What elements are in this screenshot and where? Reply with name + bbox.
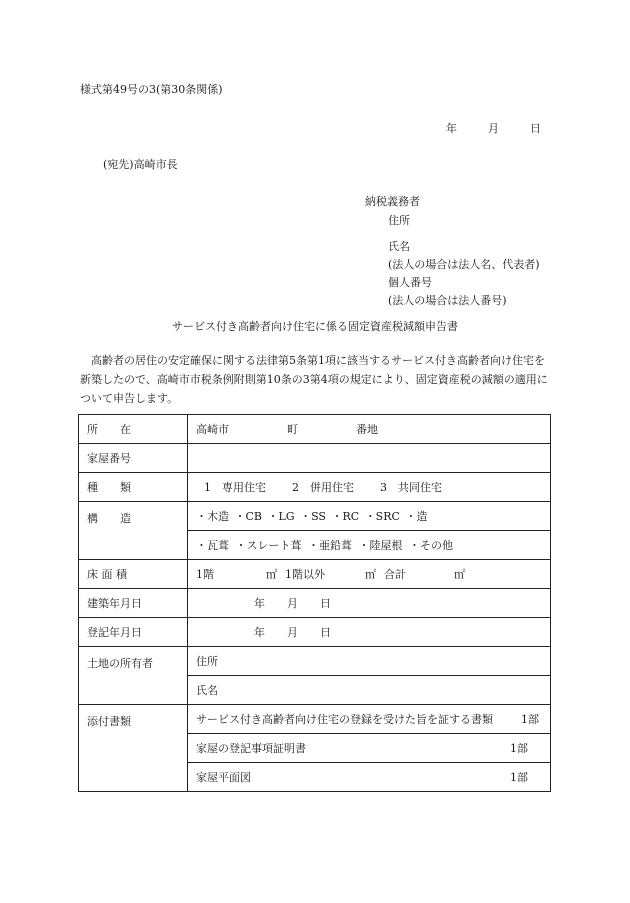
type-option[interactable]: 1 専用住宅	[204, 481, 266, 494]
row-type	[79, 473, 551, 502]
addressee: (宛先)高崎市長	[103, 158, 178, 171]
label-type: 種 類	[79, 473, 188, 502]
built-year: 年	[254, 597, 265, 610]
attachment-item	[188, 705, 551, 734]
label-attachments: 添付書類	[79, 705, 188, 792]
attachment-item	[188, 734, 551, 763]
taxpayer-personal-number: 個人番号	[388, 276, 432, 289]
roof-option[interactable]: ・亜鉛葺	[308, 539, 352, 552]
row-registered-date	[79, 618, 551, 647]
frame-option[interactable]: ・SS	[300, 510, 326, 523]
value-registered-date	[188, 618, 551, 647]
attachment-qty: 1部	[510, 742, 528, 755]
roof-option[interactable]: ・瓦葺	[196, 539, 229, 552]
taxpayer-heading: 納税義務者	[365, 195, 420, 208]
row-land-owner-address	[79, 647, 551, 676]
label-location: 所 在	[79, 415, 188, 444]
taxpayer-name-note: (法人の場合は法人名、代表者)	[388, 258, 540, 271]
attachment-name: 家屋の登記事項証明書	[196, 742, 306, 755]
row-floor-area	[79, 560, 551, 589]
attachment-name: サービス付き高齢者向け住宅の登録を受けた旨を証する書類	[196, 713, 493, 726]
value-house-number[interactable]	[188, 444, 551, 473]
document-title: サービス付き高齢者向け住宅に係る固定資産税減額申告書	[172, 320, 458, 333]
floor-first: 1階	[196, 568, 214, 581]
intro-paragraph	[80, 351, 552, 408]
date-year: 年	[446, 122, 457, 135]
built-month: 月	[287, 597, 298, 610]
location-city: 高崎市	[196, 423, 229, 436]
taxpayer-address: 住所	[388, 214, 410, 227]
value-built-date	[188, 589, 551, 618]
label-land-owner: 土地の所有者	[79, 647, 188, 705]
unit-sqm: ㎡	[454, 568, 465, 581]
row-attachment-1	[79, 705, 551, 734]
value-type	[188, 473, 551, 502]
form-id: 様式第49号の3(第30条関係)	[80, 83, 223, 96]
row-location	[79, 415, 551, 444]
frame-option[interactable]: ・RC	[331, 510, 360, 523]
registered-day: 日	[320, 626, 331, 639]
roof-option[interactable]: ・陸屋根	[358, 539, 403, 552]
label-built-date: 建築年月日	[79, 589, 188, 618]
unit-sqm: ㎡	[365, 568, 376, 581]
value-floor-area	[188, 560, 551, 589]
frame-option[interactable]: ・LG	[267, 510, 295, 523]
floor-total: 合計	[384, 568, 406, 581]
registered-month: 月	[287, 626, 298, 639]
value-structure-frame	[188, 502, 551, 531]
row-house-number	[79, 444, 551, 473]
application-table	[78, 414, 551, 792]
value-structure-roof	[188, 531, 551, 560]
date-line	[446, 120, 541, 136]
location-lot: 番地	[356, 423, 378, 436]
label-floor-area: 床 面 積	[79, 560, 188, 589]
location-town: 町	[287, 423, 298, 436]
taxpayer-personal-number-note: (法人の場合は法人番号)	[388, 294, 507, 307]
date-day: 日	[530, 122, 541, 135]
value-land-owner-address: 住所	[188, 647, 551, 676]
built-day: 日	[320, 597, 331, 610]
value-location	[188, 415, 551, 444]
attachment-qty: 1部	[521, 713, 539, 726]
type-option[interactable]: 2 併用住宅	[292, 481, 354, 494]
label-structure: 構 造	[79, 502, 188, 560]
value-land-owner-name: 氏名	[188, 676, 551, 705]
frame-option[interactable]: ・木造	[196, 510, 229, 523]
attachment-item	[188, 763, 551, 792]
type-option[interactable]: 3 共同住宅	[380, 481, 442, 494]
row-structure-frame	[79, 502, 551, 531]
taxpayer-name: 氏名	[388, 240, 410, 253]
roof-option[interactable]: ・その他	[409, 539, 453, 552]
date-month: 月	[488, 122, 499, 135]
label-house-number: 家屋番号	[79, 444, 188, 473]
frame-option[interactable]: ・造	[405, 510, 428, 523]
registered-year: 年	[254, 626, 265, 639]
frame-option[interactable]: ・CB	[234, 510, 262, 523]
roof-option[interactable]: ・スレート葺	[235, 539, 302, 552]
unit-sqm: ㎡	[266, 568, 277, 581]
attachment-qty: 1部	[510, 771, 528, 784]
floor-other: 1階以外	[285, 568, 325, 581]
label-registered-date: 登記年月日	[79, 618, 188, 647]
row-built-date	[79, 589, 551, 618]
intro-text: 高齢者の居住の安定確保に関する法律第5条第1項に該当するサービス付き高齢者向け住宅を新築したので、高崎市市税条例附則第10条の3第4項の規定により、固定資産税の減額の適用について申告します。	[80, 354, 548, 405]
attachment-name: 家屋平面図	[196, 771, 251, 784]
frame-option[interactable]: ・SRC	[364, 510, 400, 523]
